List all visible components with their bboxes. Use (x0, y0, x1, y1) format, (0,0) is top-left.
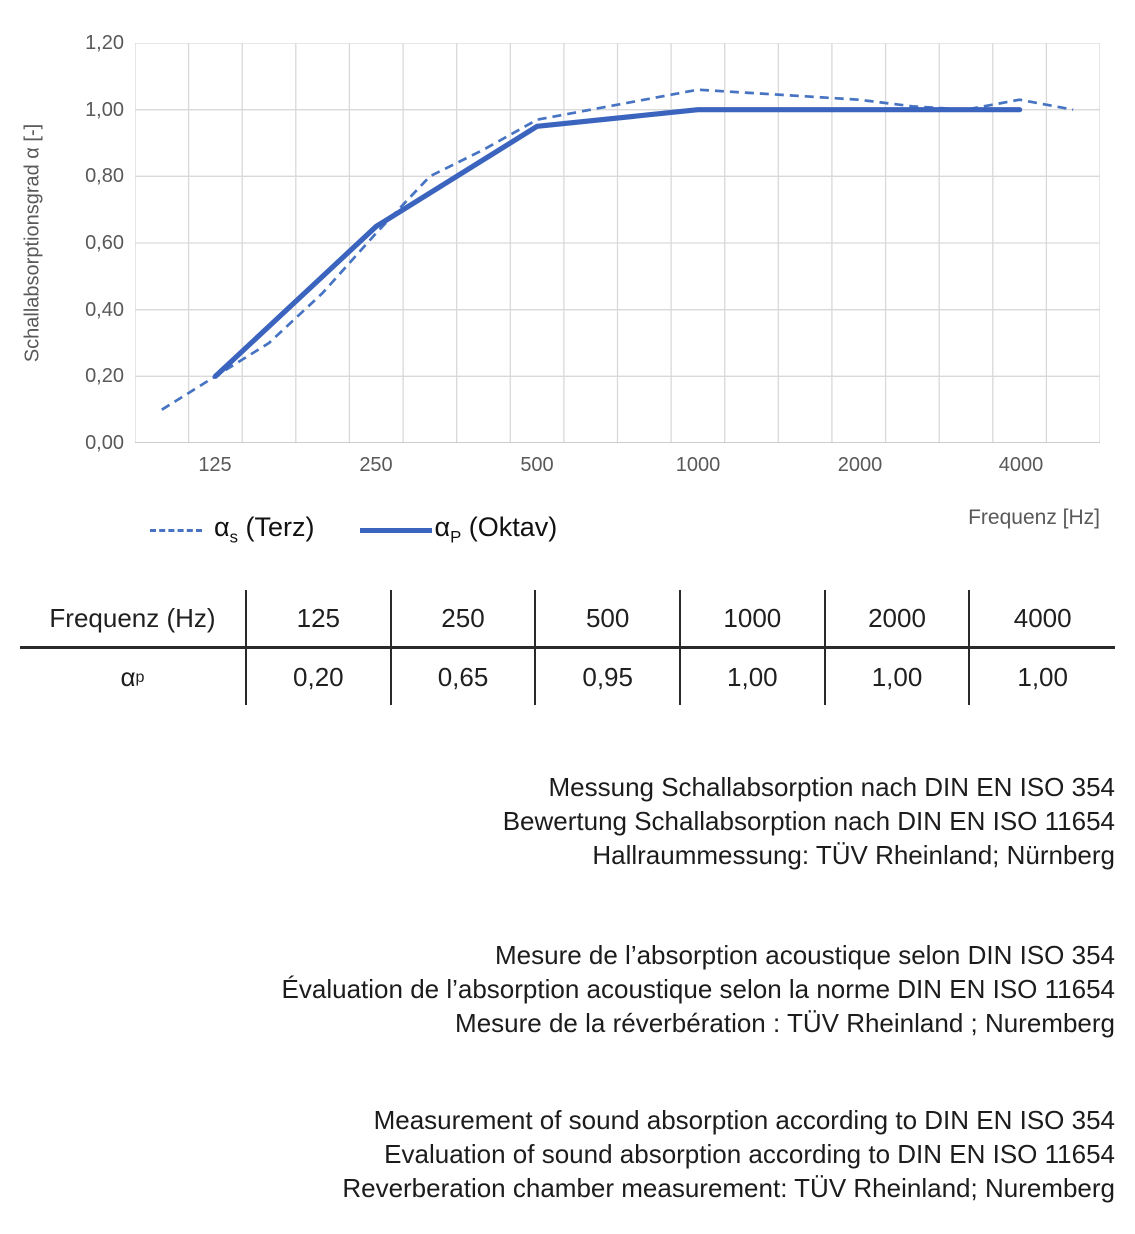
table-header-4000: 4000 (970, 590, 1115, 649)
chart-canvas (135, 43, 1100, 443)
note-french (60, 938, 1115, 1040)
note-line: Measurement of sound absorption according to DIN EN ISO 354 (373, 1105, 1115, 1135)
y-tick: 0,20 (85, 365, 124, 387)
chart-legend (150, 510, 557, 550)
table-header-1000: 1000 (681, 590, 826, 649)
table-row-label-alpha-p: α p (20, 649, 247, 705)
x-tick: 2000 (837, 454, 883, 476)
note-line: Bewertung Schallabsorption nach DIN EN ISO 11654 (502, 806, 1115, 836)
note-line: Evaluation of sound absorption according to DIN EN ISO 11654 (384, 1139, 1115, 1169)
plot-area (135, 43, 1100, 443)
note-line: Messung Schallabsorption nach DIN EN ISO 354 (548, 772, 1115, 802)
solid-line-sample (360, 528, 432, 533)
x-tick: 500 (520, 454, 554, 476)
x-tick: 4000 (998, 454, 1044, 476)
note-line: Mesure de la réverbération : TÜV Rheinland ; Nuremberg (455, 1008, 1115, 1038)
y-tick: 0,40 (85, 299, 124, 321)
table-header-125: 125 (247, 590, 392, 649)
table-value-1000: 1,00 (681, 649, 826, 705)
table-value-125: 0,20 (247, 649, 392, 705)
table-value-500: 0,95 (536, 649, 681, 705)
note-line: Reverberation chamber measurement: TÜV Rheinland; Nuremberg (342, 1173, 1115, 1203)
note-german (60, 770, 1115, 872)
note-line: Évaluation de l’absorption acoustique selon la norme DIN EN ISO 11654 (281, 974, 1115, 1004)
table-header-2000: 2000 (826, 590, 971, 649)
legend-label-terz: $\alpha_s$ (Terz) (214, 512, 315, 547)
y-tick: 1,00 (85, 99, 124, 121)
y-tick: 1,20 (85, 32, 124, 54)
y-axis-title: Schallabsorptionsgrad α [-] (21, 123, 44, 363)
table-header-500: 500 (536, 590, 681, 649)
x-tick: 1000 (675, 454, 721, 476)
legend-label-oktav: $\alpha_P$ (Oktav) (434, 512, 558, 547)
x-tick: 250 (359, 454, 393, 476)
table-value-4000: 1,00 (1017, 661, 1068, 692)
y-tick: 0,60 (85, 232, 124, 254)
table-value-250: 0,65 (392, 649, 537, 705)
x-tick: 125 (198, 454, 232, 476)
y-tick: 0,80 (85, 165, 124, 187)
x-axis-title: Frequenz [Hz] (968, 506, 1100, 529)
table-header-frequenz: Frequenz (Hz) (20, 590, 247, 649)
table-header-250: 250 (392, 590, 537, 649)
alpha-p-table (20, 590, 1115, 705)
dashed-line-sample (150, 529, 202, 532)
y-tick: 0,00 (85, 432, 124, 454)
note-line: Mesure de l’absorption acoustique selon DIN ISO 354 (494, 940, 1115, 970)
table-value-2000: 1,00 (826, 649, 971, 705)
note-line: Hallraummessung: TÜV Rheinland; Nürnberg (592, 840, 1115, 870)
note-english (60, 1103, 1115, 1205)
